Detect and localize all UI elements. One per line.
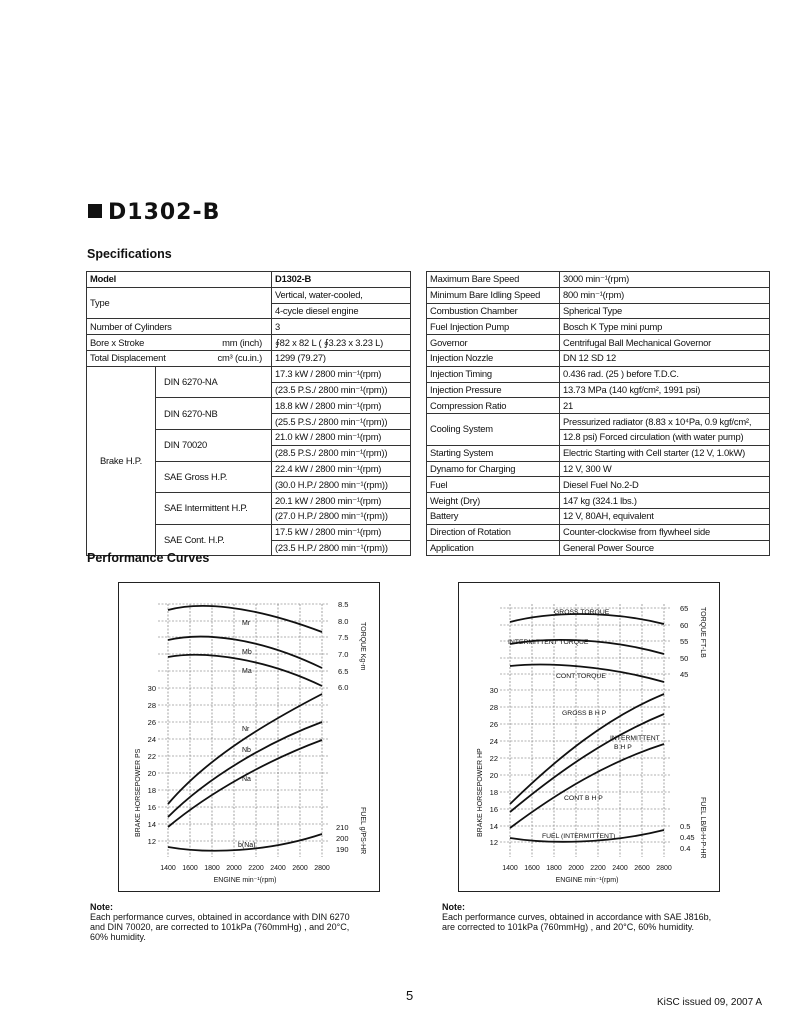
x-tick: 2200	[590, 865, 606, 872]
x-tick: 2000	[226, 865, 242, 872]
torque-tick: 55	[680, 637, 689, 646]
torque-tick: 6.0	[338, 683, 349, 692]
spec-label: Compression Ratio	[427, 398, 560, 414]
note-line: and DIN 70020, are corrected to 101kPa (760mmHg) , and 20°C,	[90, 922, 350, 932]
spec-label: Minimum Bare Idling Speed	[427, 287, 560, 303]
cont-bhp-curve	[510, 744, 664, 828]
rating-value-ps: (28.5 P.S./ 2800 min⁻¹(rpm))	[272, 445, 411, 461]
curve-label: GROSS TORQUE	[554, 609, 610, 616]
rating-value-ps: (25.5 P.S./ 2800 min⁻¹(rpm))	[272, 414, 411, 430]
cooling-value-1: Pressurized radiator (8.83 x 10⁴Pa, 0.9 kgf/cm²,	[560, 414, 770, 430]
spec-value: 13.73 MPa (140 kgf/cm², 1991 psi)	[560, 382, 770, 398]
y-tick: 18	[489, 788, 498, 797]
spec-value: 12 V, 80AH, equivalent	[560, 508, 770, 524]
specifications-heading: Specifications	[87, 247, 172, 261]
rating-name: DIN 6270-NA	[156, 366, 272, 398]
torque-tick: 7.0	[338, 650, 349, 659]
curves	[510, 614, 664, 842]
spec-label: Injection Nozzle	[427, 350, 560, 366]
spec-value: 21	[560, 398, 770, 414]
spec-value: Bosch K Type mini pump	[560, 319, 770, 335]
cylinders-value: 3	[272, 319, 411, 335]
x-tick: 1400	[160, 865, 176, 872]
rating-value-kw: 21.0 kW / 2800 min⁻¹(rpm)	[272, 429, 411, 445]
spec-value: 0.436 rad. (25 ) before T.D.C.	[560, 366, 770, 382]
torque-tick: 45	[680, 670, 689, 679]
y-tick: 26	[147, 718, 156, 727]
torque-ticks	[680, 604, 695, 853]
curve-label: FUEL (INTERMITTENT)	[542, 833, 616, 840]
displacement-label-text: Total Displacement	[90, 352, 166, 364]
rating-value-hp: (30.0 H.P./ 2800 min⁻¹(rpm))	[272, 477, 411, 493]
torque-tick: 8.5	[338, 600, 349, 609]
spec-value: DN 12 SD 12	[560, 350, 770, 366]
y-tick: 12	[489, 838, 498, 847]
spec-label: Fuel	[427, 477, 560, 493]
curve-label: b(Na)	[238, 842, 256, 849]
x-tick: 2600	[292, 865, 308, 872]
performance-heading: Performance Curves	[87, 551, 210, 565]
note-line: are corrected to 101kPa (760mmHg) , and 20°C, 60% humidity.	[442, 922, 695, 932]
type-value-2: 4-cycle diesel engine	[272, 303, 411, 319]
spec-label: Governor	[427, 335, 560, 351]
cooling-label: Cooling System	[427, 414, 560, 446]
rating-name: DIN 70020	[156, 429, 272, 461]
x-tick: 1800	[546, 865, 562, 872]
spec-value: Spherical Type	[560, 303, 770, 319]
note-title: Note:	[90, 902, 113, 912]
spec-label: Dynamo for Charging	[427, 461, 560, 477]
rating-value-ps: (23.5 P.S./ 2800 min⁻¹(rpm))	[272, 382, 411, 398]
y-tick: 28	[147, 701, 156, 710]
issued-footer: KiSC issued 09, 2007 A	[657, 997, 763, 1008]
y-ticks	[148, 684, 156, 846]
y-tick: 14	[147, 820, 156, 829]
spec-label: Application	[427, 540, 560, 556]
curve-label: Mb	[242, 649, 252, 656]
y-axis-label: BRAKE HORSEPOWER PS	[135, 748, 142, 837]
fuel-axis-label: FUEL LB/B-H-P-HR	[699, 797, 706, 859]
spec-label: Fuel Injection Pump	[427, 319, 560, 335]
spec-value: 12 V, 300 W	[560, 461, 770, 477]
y-tick: 12	[147, 837, 156, 846]
rating-name: SAE Gross H.P.	[156, 461, 272, 493]
bore-label-text: Bore x Stroke	[90, 336, 145, 348]
page-number: 5	[406, 988, 414, 1003]
y-tick: 16	[489, 805, 498, 814]
note-left	[90, 902, 350, 942]
x-ticks	[502, 865, 672, 884]
torque-tick: 8.0	[338, 617, 349, 626]
left-performance-graph	[118, 582, 380, 892]
spec-value: 800 min⁻¹(rpm)	[560, 287, 770, 303]
curve-label: GROSS B H P	[562, 710, 607, 717]
brake-hp-label: Brake H.P.	[87, 366, 156, 556]
rating-name: SAE Cont. H.P.	[156, 524, 272, 556]
curve-label: INTERMITTENT TORQUE	[508, 639, 589, 646]
y-tick: 20	[147, 769, 156, 778]
curve-labels	[238, 620, 256, 849]
note-right	[442, 902, 711, 932]
y-axis-label: BRAKE HORSEPOWER HP	[477, 748, 484, 837]
y-ticks	[490, 686, 498, 847]
note-title: Note:	[442, 902, 465, 912]
spec-label: Injection Timing	[427, 366, 560, 382]
fuel-axis-label: FUEL g/PS-HR	[359, 807, 366, 855]
spec-value: Electric Starting with Cell starter (12 V, 1.0kW)	[560, 445, 770, 461]
y-tick: 14	[489, 822, 498, 831]
fuel-tick: 190	[336, 845, 349, 854]
x-tick: 2200	[248, 865, 264, 872]
y-tick: 26	[489, 720, 498, 729]
bore-unit: mm (inch)	[222, 336, 262, 348]
spec-label: Direction of Rotation	[427, 524, 560, 540]
fuel-tick: 210	[336, 823, 349, 832]
x-tick: 2400	[612, 865, 628, 872]
type-label: Type	[87, 287, 272, 319]
torque-tick: 6.5	[338, 667, 349, 676]
fuel-tick: 0.45	[680, 833, 695, 842]
note-line: Each performance curves, obtained in accordance with SAE J816b,	[442, 912, 712, 922]
y-tick: 24	[147, 735, 156, 744]
spec-value: Centrifugal Ball Mechanical Governor	[560, 335, 770, 351]
spec-label: Starting System	[427, 445, 560, 461]
model-title	[88, 200, 220, 225]
left-spec-table	[86, 271, 411, 556]
rating-name: SAE Intermittent H.P.	[156, 493, 272, 525]
curve-label: Nb	[242, 747, 251, 754]
torque-tick: 60	[680, 621, 689, 630]
spec-value: 147 kg (324.1 lbs.)	[560, 493, 770, 509]
spec-value: Diesel Fuel No.2-D	[560, 477, 770, 493]
x-tick: 1800	[204, 865, 220, 872]
x-tick: 1600	[182, 865, 198, 872]
spec-value: General Power Source	[560, 540, 770, 556]
x-tick: 2800	[314, 865, 330, 872]
x-tick: 2800	[656, 865, 672, 872]
bore-value: ∮82 x 82 L ( ∮3.23 x 3.23 L)	[272, 335, 411, 351]
y-tick: 20	[489, 771, 498, 780]
y-tick: 28	[489, 703, 498, 712]
fuel-tick: 0.4	[680, 844, 691, 853]
rating-value-kw: 20.1 kW / 2800 min⁻¹(rpm)	[272, 493, 411, 509]
spec-label: Injection Pressure	[427, 382, 560, 398]
curve-label: CONT B H P	[564, 795, 603, 802]
x-axis-label: ENGINE min⁻¹(rpm)	[213, 877, 277, 884]
curve-label: INTERMITTENT	[610, 735, 660, 742]
y-tick: 22	[489, 754, 498, 763]
rating-value-hp: (23.5 H.P./ 2800 min⁻¹(rpm))	[272, 540, 411, 556]
model-label: Model	[87, 272, 272, 288]
curve-label: Na	[242, 776, 251, 783]
torque-tick: 65	[680, 604, 689, 613]
note-line: Each performance curves, obtained in accordance with DIN 6270	[90, 912, 350, 922]
displacement-value: 1299 (79.27)	[272, 350, 411, 366]
model-value: D1302-B	[272, 272, 411, 288]
spec-value: Counter-clockwise from flywheel side	[560, 524, 770, 540]
rating-value-hp: (27.0 H.P./ 2800 min⁻¹(rpm))	[272, 508, 411, 524]
spec-label: Combustion Chamber	[427, 303, 560, 319]
curve-label: B H P	[614, 744, 632, 751]
spec-label: Maximum Bare Speed	[427, 272, 560, 288]
x-tick: 1400	[502, 865, 518, 872]
rating-name: DIN 6270-NB	[156, 398, 272, 430]
fuel-tick: 200	[336, 834, 349, 843]
rating-value-kw: 22.4 kW / 2800 min⁻¹(rpm)	[272, 461, 411, 477]
x-tick: 1600	[524, 865, 540, 872]
curve-label: CONT TORQUE	[556, 673, 606, 680]
power-nb-curve	[168, 722, 322, 817]
spec-label: Weight (Dry)	[427, 493, 560, 509]
torque-axis-label: TORQUE Kg-m	[359, 622, 366, 671]
cooling-value-2: 12.8 psi) Forced circulation (with water pump)	[560, 429, 770, 445]
y-tick: 22	[147, 752, 156, 761]
rating-value-kw: 17.3 kW / 2800 min⁻¹(rpm)	[272, 366, 411, 382]
cylinders-label: Number of Cylinders	[87, 319, 272, 335]
x-tick: 2600	[634, 865, 650, 872]
rating-value-kw: 18.8 kW / 2800 min⁻¹(rpm)	[272, 398, 411, 414]
type-value-1: Vertical, water-cooled,	[272, 287, 411, 303]
torque-mr-curve	[168, 606, 322, 632]
spec-label: Battery	[427, 508, 560, 524]
x-tick: 2000	[568, 865, 584, 872]
torque-ticks	[336, 600, 349, 854]
curve-label: Ma	[242, 668, 252, 675]
torque-tick: 50	[680, 654, 689, 663]
x-ticks	[160, 865, 330, 884]
bore-label	[87, 335, 272, 351]
displacement-label	[87, 350, 272, 366]
displacement-unit: cm³ (cu.in.)	[217, 352, 262, 364]
square-bullet-icon	[88, 204, 102, 218]
model-title-text: D1302-B	[108, 200, 221, 225]
fuel-tick: 0.5	[680, 822, 691, 831]
y-tick: 24	[489, 737, 498, 746]
y-tick: 30	[489, 686, 498, 695]
x-tick: 2400	[270, 865, 286, 872]
spec-value: 3000 min⁻¹(rpm)	[560, 272, 770, 288]
right-spec-table	[426, 271, 770, 556]
note-line: 60% humidity.	[90, 932, 146, 942]
y-tick: 30	[147, 684, 156, 693]
rating-value-kw: 17.5 kW / 2800 min⁻¹(rpm)	[272, 524, 411, 540]
curve-label: Mr	[242, 620, 251, 627]
y-tick: 18	[147, 786, 156, 795]
torque-axis-label: TORQUE FT-LB	[699, 607, 706, 658]
curve-labels	[508, 609, 660, 840]
y-tick: 16	[147, 803, 156, 812]
right-performance-graph	[458, 582, 720, 892]
x-axis-label: ENGINE min⁻¹(rpm)	[555, 877, 619, 884]
torque-tick: 7.5	[338, 633, 349, 642]
curve-label: Nr	[242, 726, 250, 733]
